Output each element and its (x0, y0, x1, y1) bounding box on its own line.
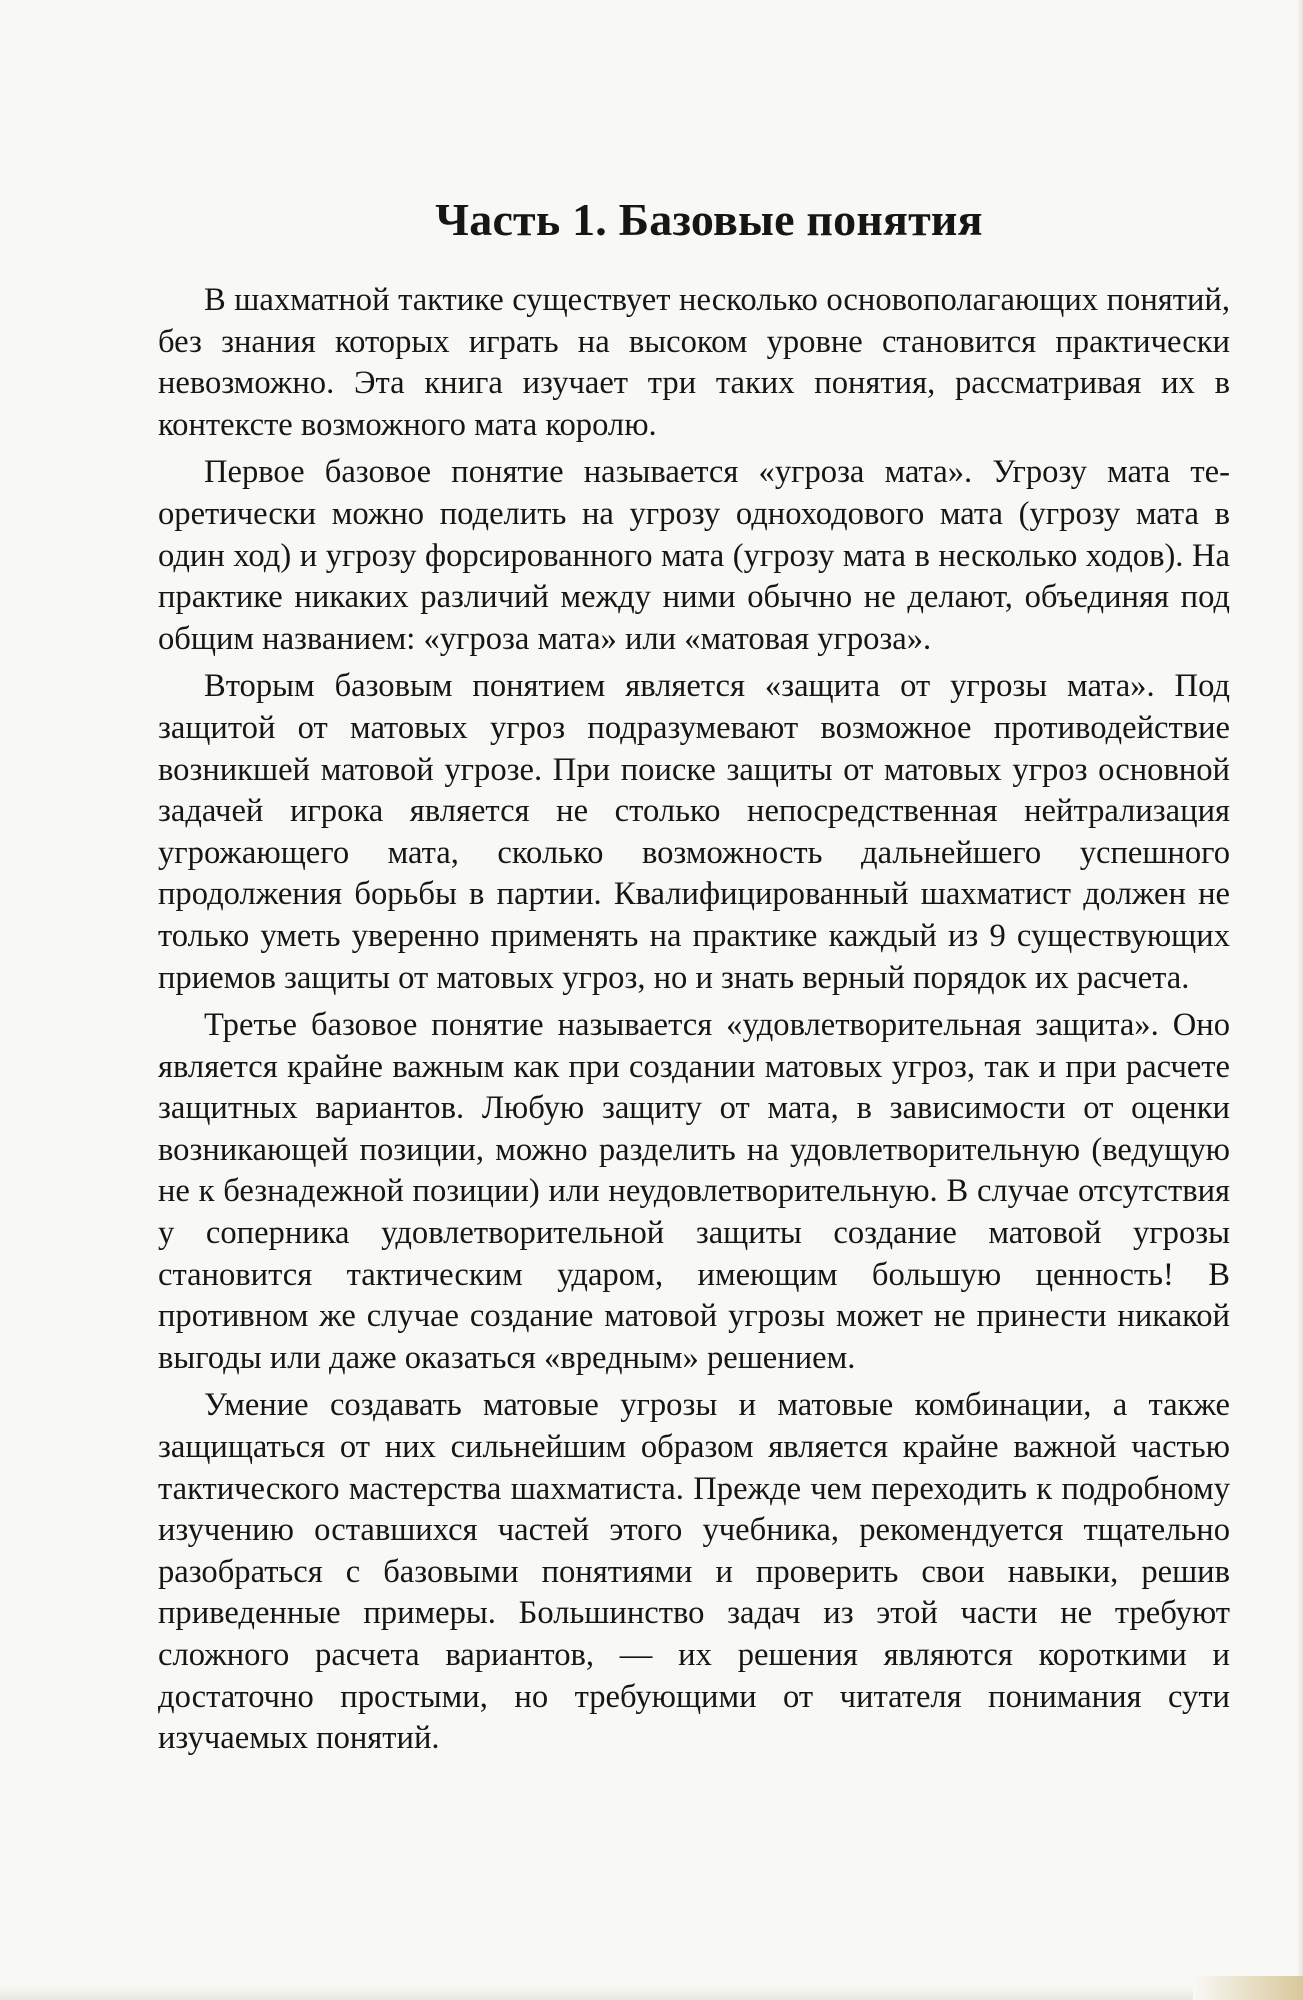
paragraph-4: Третье базовое понятие называется «удовлетворительная защита». Оно является крайне важным как при создании матовых угроз, так и при расчете защитных вариантов. Любую защиту от мата, в зависимости от оценки возникающей позиции, можно разделить на удовлетворительную (ведущую не к безнадежной позиции) или неудовлетворительную. В случае отсутствия у соперника удовлетворительной защиты создание матовой угрозы становится тактическим ударом, имеющим большую ценность! В противном же случае создание матовой угрозы может не принести никакой выгоды или даже оказаться «вредным» решением. (158, 1007, 1230, 1376)
paragraph-2: Первое базовое понятие называется «угроза мата». Угрозу мата теоретически можно поделить на угрозу одноходового мата (угрозу мата в один ход) и угрозу форсированного мата (угрозу мата в несколько ходов). На практике никаких различий между ними обычно не делают, объединяя под общим названием: «угроза мата» или «матовая угроза». (158, 454, 1230, 657)
page-corner-mark (1193, 1976, 1303, 2000)
page-content (158, 190, 1230, 1766)
page-bottom-edge (0, 1986, 1303, 2000)
paragraph-5: Умение создавать матовые угрозы и матовые комбинации, а также защищаться от них сильнейшим образом является крайне важной частью тактического мастерства шахматиста. Прежде чем переходить к подробному изучению оставшихся частей этого учебника, рекомендуется тщательно разобраться с базовыми понятиями и проверить свои навыки, решив приведенные примеры. Большинство задач из этой части не требуют сложного расчета вариантов, — их решения являются короткими и достаточно простыми, но требующими от читателя понимания сути изучаемых понятий. (158, 1387, 1230, 1757)
page-edge-shadow (1297, 0, 1303, 2000)
chapter-title: Часть 1. Базовые понятия (435, 194, 983, 245)
paragraph-1: В шахматной тактике существует несколько основополагающих понятий, без знания которых играть на высоком уровне становится практически невозможно. Эта книга изучает три таких понятия, рассматривая их в контексте возможного мата королю. (158, 282, 1230, 443)
paragraph-3: Вторым базовым понятием является «защита от угрозы мата». Под защитой от матовых угроз подразумевают возможное противодействие возникшей матовой угрозе. При поиске защиты от матовых угроз основной задачей игрока является не столько непосредственная нейтрализация угрожающего мата, сколько возможность дальнейшего успешного продолжения борьбы в партии. Квалифицированный шахматист должен не только уметь уверенно применять на практике каждый из 9 существующих приемов защиты от матовых угроз, но и знать верный порядок их расчета. (158, 668, 1230, 996)
